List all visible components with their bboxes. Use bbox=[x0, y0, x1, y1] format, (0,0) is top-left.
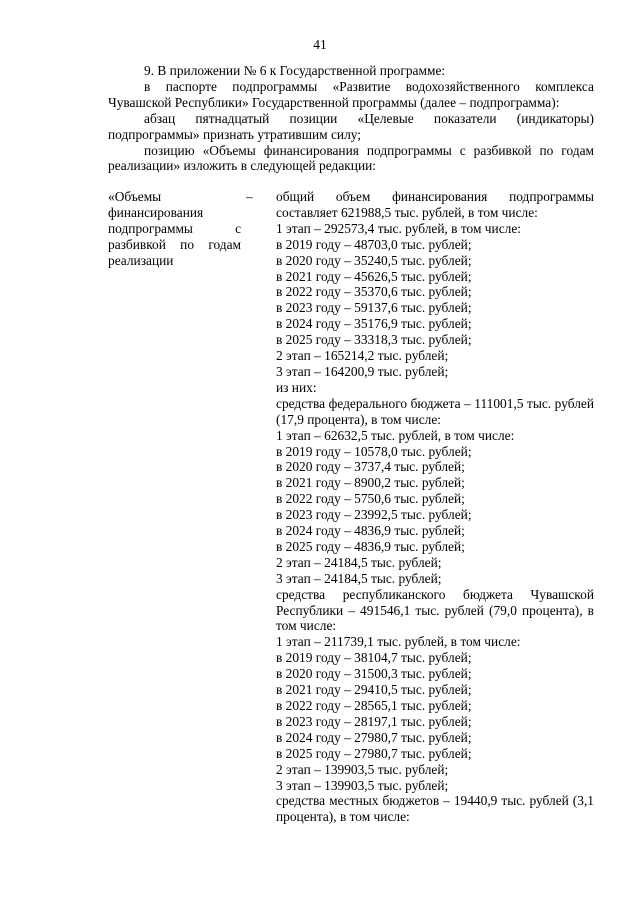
financing-value-cell bbox=[276, 189, 594, 825]
federal-line: 1 этап – 62632,5 тыс. рублей, в том числе: bbox=[276, 427, 515, 443]
republic-line: в 2024 году – 27980,7 тыс. рублей; bbox=[276, 729, 472, 745]
intro-paragraph: 9. В приложении № 6 к Государственной программе: bbox=[144, 63, 446, 78]
financing-table bbox=[108, 189, 594, 825]
financing-line: в 2023 году – 59137,6 тыс. рублей; bbox=[276, 300, 472, 316]
intro-paragraph: абзац пятнадцатый позиции «Целевые показатели (индикаторы) подпрограммы» признать утратившим силу; bbox=[108, 110, 594, 142]
financing-line: в 2024 году – 35176,9 тыс. рублей; bbox=[276, 316, 472, 332]
republic-line: в 2020 году – 31500,3 тыс. рублей; bbox=[276, 666, 472, 682]
intro-section bbox=[108, 63, 594, 174]
federal-line: 3 этап – 24184,5 тыс. рублей; bbox=[276, 570, 442, 586]
republic-line: в 2023 году – 28197,1 тыс. рублей; bbox=[276, 713, 472, 729]
federal-line: 2 этап – 24184,5 тыс. рублей; bbox=[276, 554, 442, 570]
republic-line: в 2021 году – 29410,5 тыс. рублей; bbox=[276, 682, 472, 698]
page-number: 41 bbox=[313, 37, 327, 52]
financing-line: в 2019 году – 48703,0 тыс. рублей; bbox=[276, 236, 472, 252]
financing-line: в 2025 году – 33318,3 тыс. рублей; bbox=[276, 332, 472, 348]
financing-line: 1 этап – 292573,4 тыс. рублей, в том числе: bbox=[276, 220, 521, 236]
total-financing: общий объем финансирования подпрограммы составляет 621988,5 тыс. рублей, в том числе: bbox=[276, 189, 594, 220]
federal-line: в 2023 году – 23992,5 тыс. рублей; bbox=[276, 507, 472, 523]
republic-financing: средства республиканского бюджета Чувашской Республики – 491546,1 тыс. рублей (79,0 процента), в том числе: bbox=[276, 586, 594, 634]
federal-line: в 2021 году – 8900,2 тыс. рублей; bbox=[276, 475, 465, 491]
federal-line: в 2022 году – 5750,6 тыс. рублей; bbox=[276, 491, 465, 507]
republic-line: в 2019 году – 38104,7 тыс. рублей; bbox=[276, 650, 472, 666]
intro-paragraph: позицию «Объемы финансирования подпрограммы с разбивкой по годам реализации» изложить в следующей редакции: bbox=[108, 142, 594, 174]
financing-label: «Объемы финансирования подпрограммы с разбивкой по годам реализации bbox=[108, 189, 242, 268]
federal-line: в 2020 году – 3737,4 тыс. рублей; bbox=[276, 459, 465, 475]
republic-line: в 2025 году – 27980,7 тыс. рублей; bbox=[276, 745, 472, 761]
republic-line: 3 этап – 139903,5 тыс. рублей; bbox=[276, 777, 449, 793]
financing-label-cell bbox=[108, 189, 258, 825]
federal-line: в 2025 году – 4836,9 тыс. рублей; bbox=[276, 538, 465, 554]
financing-line: 2 этап – 165214,2 тыс. рублей; bbox=[276, 348, 449, 364]
federal-line: в 2019 году – 10578,0 тыс. рублей; bbox=[276, 443, 472, 459]
federal-financing: средства федерального бюджета – 111001,5 тыс. рублей (17,9 процента), в том числе: bbox=[276, 395, 594, 427]
republic-line: 1 этап – 211739,1 тыс. рублей, в том числе: bbox=[276, 634, 521, 650]
republic-line: в 2022 году – 28565,1 тыс. рублей; bbox=[276, 698, 472, 713]
financing-line: в 2020 году – 35240,5 тыс. рублей; bbox=[276, 252, 472, 268]
federal-line: в 2024 году – 4836,9 тыс. рублей; bbox=[276, 523, 465, 539]
separator-dash: – bbox=[246, 189, 253, 204]
republic-line: 2 этап – 139903,5 тыс. рублей; bbox=[276, 761, 449, 777]
financing-line: из них: bbox=[276, 379, 317, 395]
financing-line: 3 этап – 164200,9 тыс. рублей; bbox=[276, 363, 449, 379]
financing-line: в 2021 году – 45626,5 тыс. рублей; bbox=[276, 268, 472, 284]
intro-paragraph: в паспорте подпрограммы «Развитие водохозяйственного комплекса Чувашской Республики» Государственной программы (далее – подпрограмма): bbox=[108, 78, 594, 110]
local-financing: средства местных бюджетов – 19440,9 тыс. рублей (3,1 процента), в том числе: bbox=[276, 793, 594, 825]
financing-line: в 2022 году – 35370,6 тыс. рублей; bbox=[276, 284, 472, 300]
